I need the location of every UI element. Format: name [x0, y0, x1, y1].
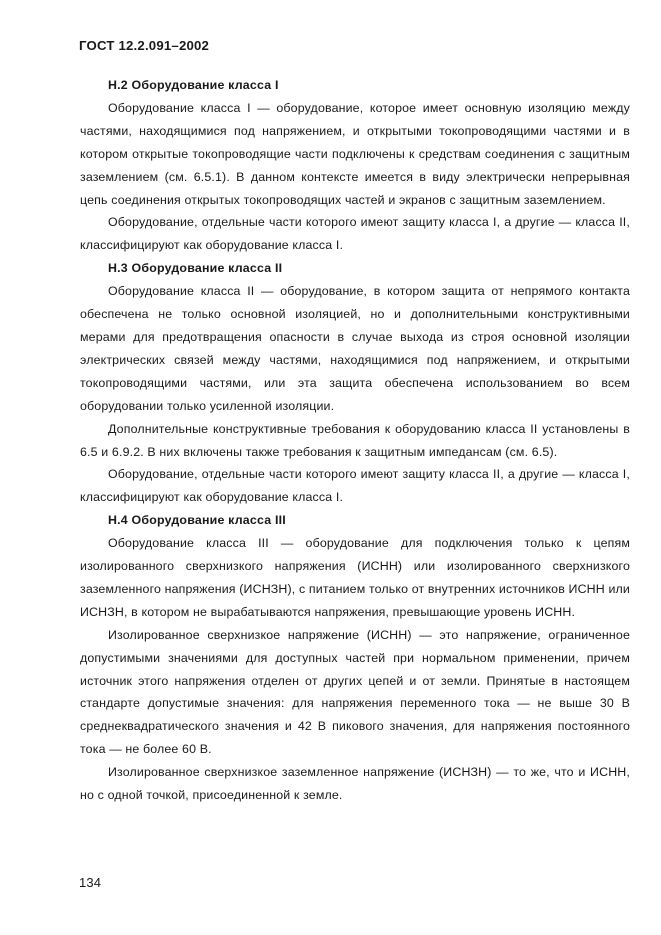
paragraph: Оборудование класса III — оборудование для подключения только к цепям изолированного сверхнизкого напряжения (ИСНН) или изолированного сверхнизкого заземленного напряжения (ИСНЗН), с питанием только от внутренних источников ИСНН или ИСНЗН, в котором не вырабатываются напряжения, превышающие уровень ИСНН.: [80, 536, 630, 619]
paragraph: Дополнительные конструктивные требования к оборудованию класса II установлены в 6.5 и 6.9.2. В них включены также требования к защитным импедансам (см. 6.5).: [80, 421, 630, 459]
page-number: 134: [79, 875, 102, 890]
paragraph: Оборудование, отдельные части которого имеют защиту класса I, а другие — класса II, классифицируют как оборудование класса I.: [80, 215, 630, 253]
paragraph: Оборудование класса I — оборудование, которое имеет основную изоляцию между частями, находящимися под напряжением, и открытыми токопроводящими частями и в котором открытые токопроводящие части подключены к средствам соединения с защитным заземлением (см. 6.5.1). В данном контексте имеется в виду электрически непрерывная цепь соединения открытых токопроводящих частей и экранов с защитным заземлением.: [80, 100, 630, 207]
page-body: [80, 74, 630, 807]
paragraph: Изолированное сверхнизкое заземленное напряжение (ИСНЗН) — то же, что и ИСНН, но с одной точкой, присоединенной к земле.: [80, 765, 630, 803]
section-heading: Н.3 Оборудование класса II: [108, 261, 283, 276]
paragraph: Оборудование, отдельные части которого имеют защиту класса II, а другие — класса I, классифицируют как оборудование класса I.: [80, 467, 630, 505]
section-h2: [80, 74, 630, 257]
running-header: ГОСТ 12.2.091–2002: [79, 38, 210, 53]
paragraph: Изолированное сверхнизкое напряжение (ИСНН) — это напряжение, ограниченное допустимыми значениями для доступных частей при нормальном применении, причем источник этого напряжения отделен от других цепей и от земли. Принятые в настоящем стандарте допустимые значения: для напряжения переменного тока — не выше 30 В среднеквадратического значения и 42 В пикового значения, для напряжения постоянного тока — не более 60 В.: [80, 627, 630, 757]
section-heading: Н.4 Оборудование класса III: [108, 513, 286, 528]
paragraph: Оборудование класса II — оборудование, в котором защита от непрямого контакта обеспечена не только основной изоляцией, но и дополнительными конструктивными мерами для предотвращения опасности в случае выхода из строя основной изоляции электрических связей между частями, находящимися под напряжением, и открытыми токопроводящими частями, или эта защита обеспечена использованием во всем оборудовании только усиленной изоляции.: [80, 284, 630, 413]
section-h4: [80, 509, 630, 807]
section-h3: [80, 257, 630, 509]
section-heading: Н.2 Оборудование класса I: [108, 78, 279, 92]
